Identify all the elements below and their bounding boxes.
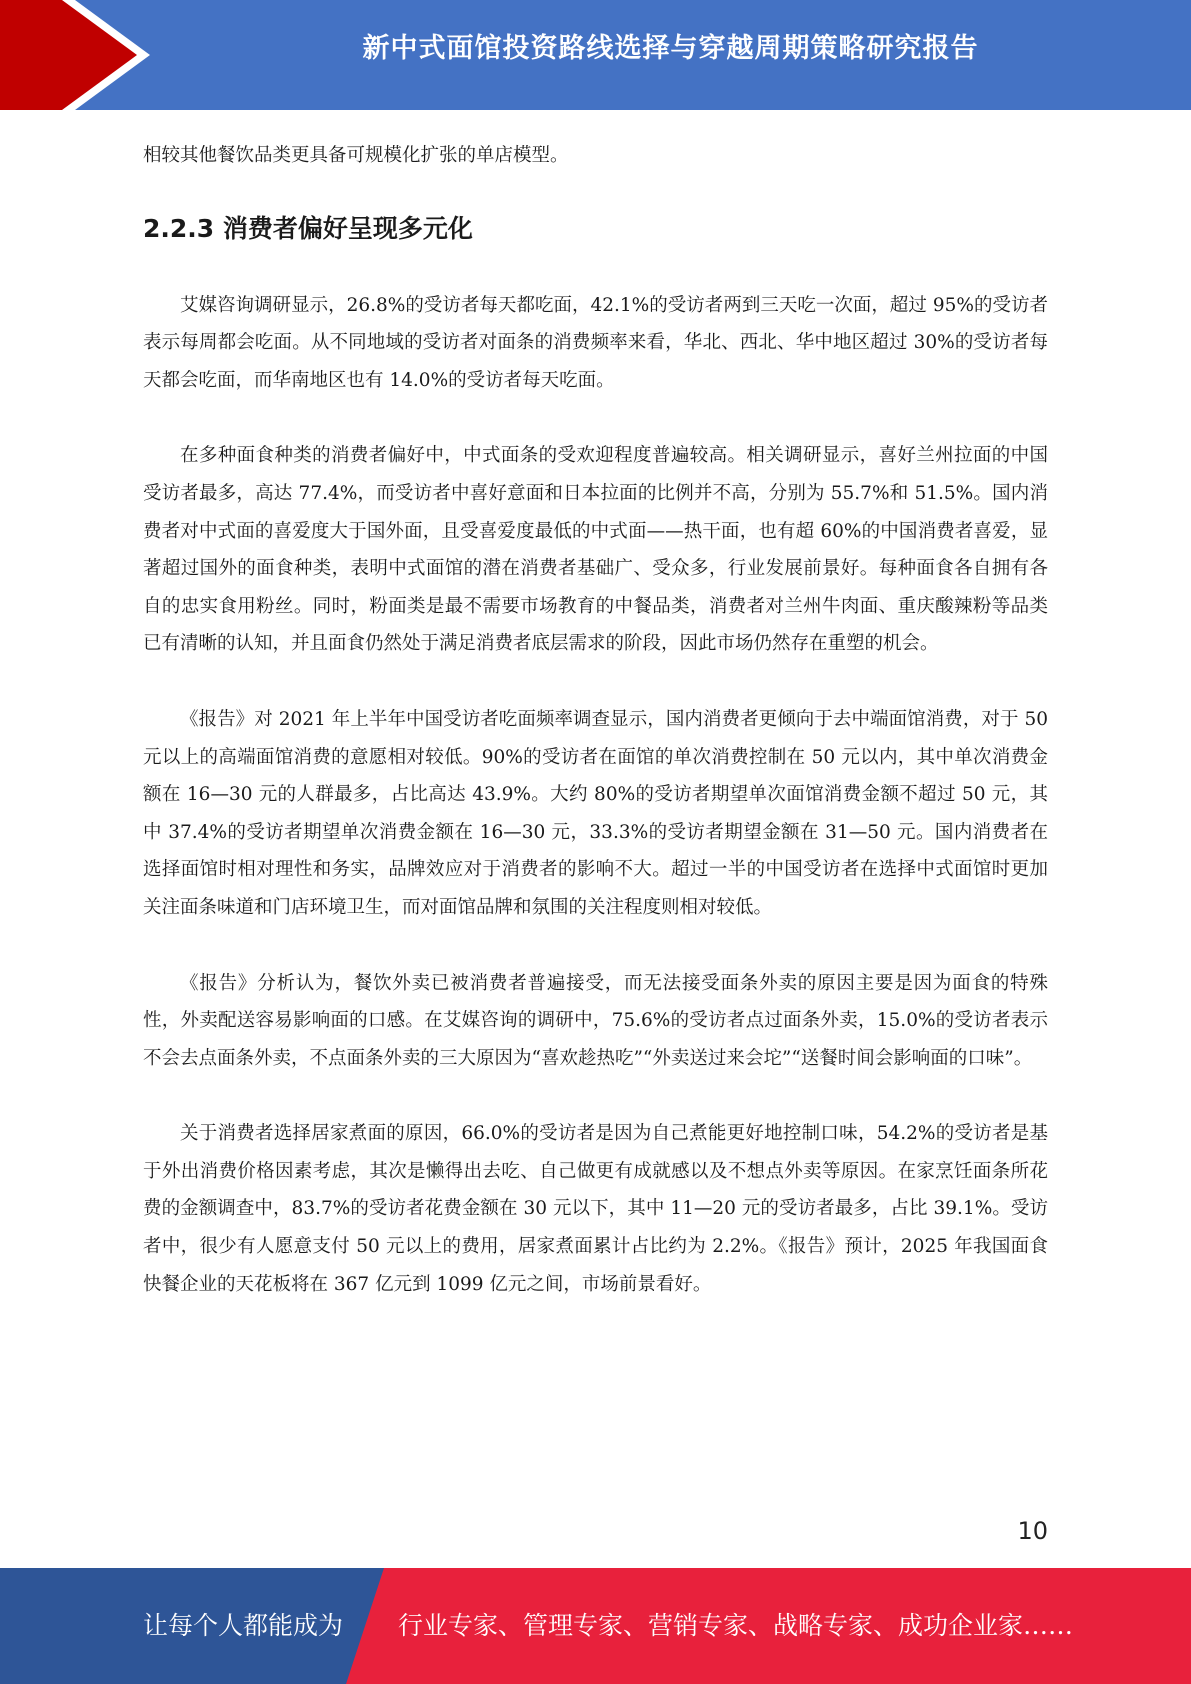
page-header bbox=[0, 0, 1191, 110]
intro-paragraph: 相较其他餐饮品类更具备可规模化扩张的单店模型。 bbox=[143, 145, 569, 166]
spacer bbox=[143, 663, 1048, 701]
paragraph-5: 关于消费者选择居家煮面的原因，66.0%的受访者是因为自己煮能更好地控制口味，54.2%的受访者是基于外出消费价格因素考虑，其次是懒得出去吃、自己做更有成就感以及不想点外卖等原因。在家烹饪面条所花费的金额调查中，83.7%的受访者花费金额在 30 元以下，其中 11—20 元的受访者最多，占比 39.1%。受访者中，很少有人愿意支付 50 元以上的费用，居家煮面累计占比约为 2.2%。《报告》预计，2025 年我国面食快餐企业的天花板将在 367 亿元到 1099 亿元之间，市场前景看好。 bbox=[143, 1123, 1048, 1295]
page-footer bbox=[0, 1568, 1191, 1684]
footer-slogan-left: 让每个人都能成为 bbox=[143, 1611, 344, 1640]
spacer bbox=[143, 927, 1048, 965]
paragraph-2: 在多种面食种类的消费者偏好中，中式面条的受欢迎程度普遍较高。相关调研显示，喜好兰州拉面的中国受访者最多，高达 77.4%，而受访者中喜好意面和日本拉面的比例并不高，分别为 55.7%和 51.5%。国内消费者对中式面的喜爱度大于国外面，且受喜爱度最低的中式面——热干面，也有超 60%的中国消费者喜爱，显著超过国外的面食种类，表明中式面馆的潜在消费者基础广、受众多，行业发展前景好。每种面食各自拥有各自的忠实食用粉丝。同时，粉面类是最不需要市场教育的中餐品类，消费者对兰州牛肉面、重庆酸辣粉等品类已有清晰的认知，并且面食仍然处于满足消费者底层需求的阶段，因此市场仍然存在重塑的机会。 bbox=[143, 445, 1048, 655]
paragraph-3: 《报告》对 2021 年上半年中国受访者吃面频率调查显示，国内消费者更倾向于去中端面馆消费，对于 50 元以上的高端面馆消费的意愿相对较低。90%的受访者在面馆的单次消费控制在 50 元以内，其中单次消费金额在 16—30 元的人群最多，占比高达 43.9%。大约 80%的受访者期望单次面馆消费金额不超过 50 元，其中 37.4%的受访者期望单次消费金额在 16—30 元，33.3%的受访者期望金额在 31—50 元。国内消费者在选择面馆时相对理性和务实，品牌效应对于消费者的影响不大。超过一半的中国受访者在选择中式面馆时更加关注面条味道和门店环境卫生，而对面馆品牌和氛围的关注程度则相对较低。 bbox=[143, 708, 1048, 918]
page-number: 10 bbox=[1017, 1517, 1048, 1545]
spacer bbox=[143, 175, 1048, 209]
spacer bbox=[143, 249, 1048, 287]
paragraph-1: 艾媒咨询调研显示，26.8%的受访者每天都吃面，42.1%的受访者两到三天吃一次面，超过 95%的受访者表示每周都会吃面。从不同地域的受访者对面条的消费频率来看，华北、西北、华中地区超过 30%的受访者每天都会吃面，而华南地区也有 14.0%的受访者每天吃面。 bbox=[143, 294, 1048, 391]
section-heading: 2.2.3 消费者偏好呈现多元化 bbox=[143, 213, 473, 243]
spacer bbox=[143, 1077, 1048, 1115]
header-title: 新中式面馆投资路线选择与穿越周期策略研究报告 bbox=[362, 33, 979, 64]
document-body bbox=[143, 137, 1048, 1303]
paragraph-4: 《报告》分析认为，餐饮外卖已被消费者普遍接受，而无法接受面条外卖的原因主要是因为面食的特殊性，外卖配送容易影响面的口感。在艾媒咨询的调研中，75.6%的受访者点过面条外卖，15.0%的受访者表示不会去点面条外卖，不点面条外卖的三大原因为“喜欢趁热吃”“外卖送过来会坨”“送餐时间会影响面的口味”。 bbox=[143, 972, 1048, 1069]
footer-slogan-right: 行业专家、管理专家、营销专家、战略专家、成功企业家…… bbox=[398, 1611, 1074, 1640]
spacer bbox=[143, 399, 1048, 437]
